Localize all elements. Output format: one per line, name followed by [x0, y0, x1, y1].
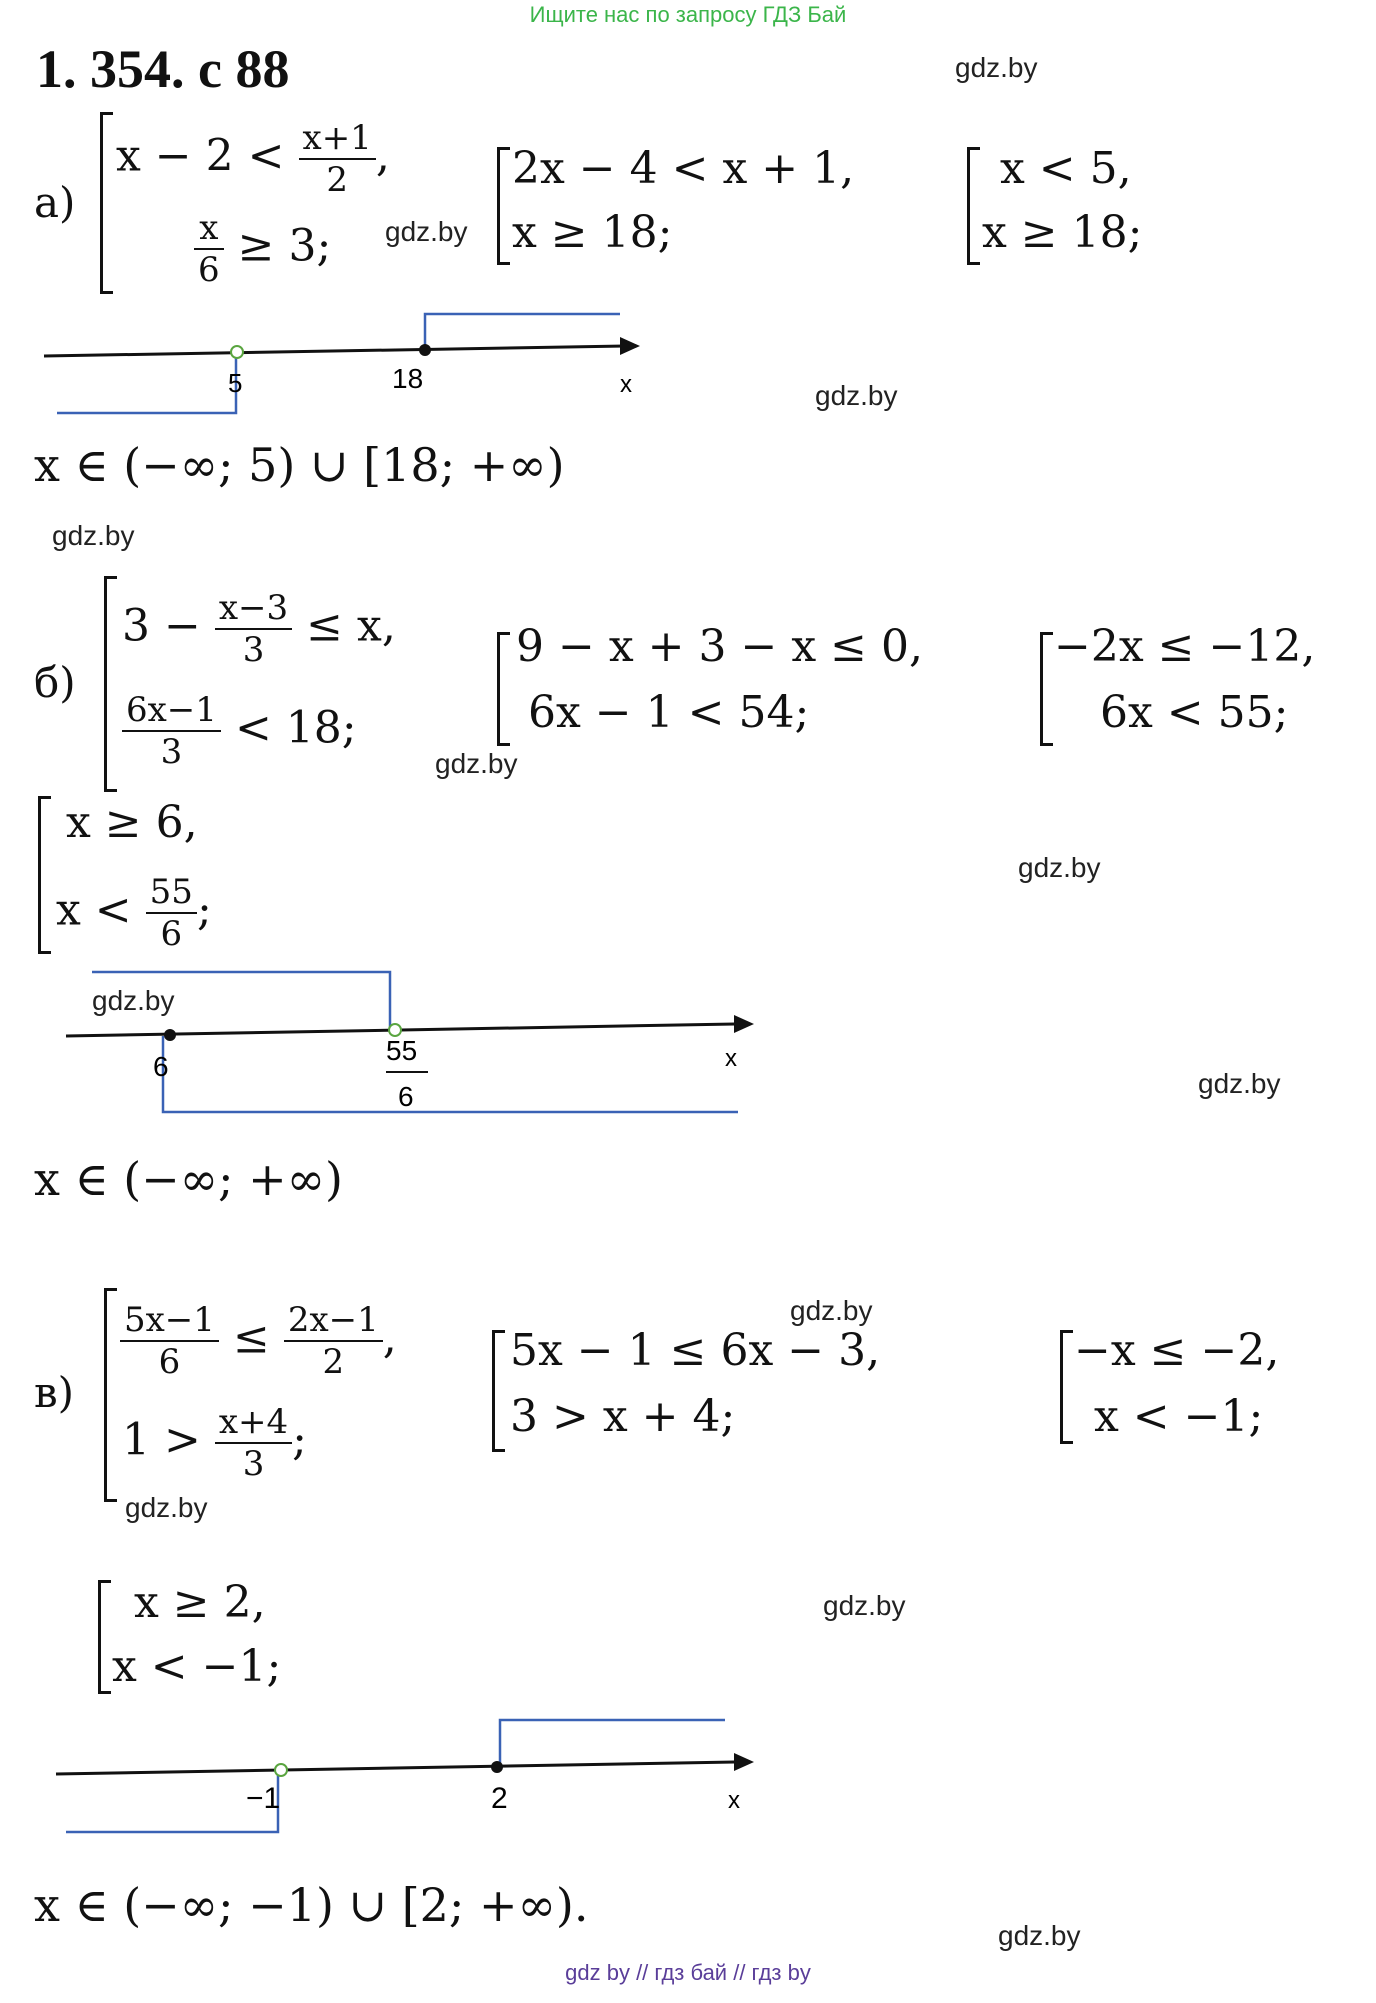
part-a-sys1-line2: $\frac{x}{6}$ ≥ 3; — [194, 208, 331, 290]
watermark: gdz.by — [823, 1590, 906, 1621]
part-v-answer: x ∈ (−∞; −1) ∪ [2; +∞). — [34, 1878, 589, 1932]
axis-line — [44, 346, 625, 356]
part-b-sys4-line2: x < $\frac{55}{6}$ ; — [56, 872, 212, 954]
part-a-sys2-line1: 2x − 4 < x + 1, — [512, 143, 855, 194]
part-v-label: в) — [34, 1368, 75, 1417]
axis-variable: x — [620, 371, 632, 398]
axis-variable: x — [725, 1045, 737, 1072]
set-bracket — [100, 112, 113, 294]
watermark: gdz.by — [955, 52, 1038, 83]
watermark: gdz.by — [385, 216, 468, 247]
part-b-number-line — [0, 960, 780, 1140]
hatch-lower — [163, 1036, 738, 1112]
open-point — [275, 1764, 287, 1776]
part-a-sys3-line2: x ≥ 18; — [982, 207, 1143, 258]
part-v-sys3-line1: −x ≤ −2, — [1074, 1325, 1280, 1376]
part-v-sys3-line2: x < −1; — [1094, 1391, 1264, 1442]
watermark: gdz.by — [998, 1920, 1081, 1951]
closed-point — [491, 1761, 503, 1773]
part-b-answer: x ∈ (−∞; +∞) — [34, 1152, 343, 1206]
footer-links: gdz by // гдз бай // гдз by — [565, 1960, 811, 1985]
tick-label: 6 — [398, 1081, 414, 1112]
tick-label: 5 — [228, 368, 243, 398]
part-v-sys1-line1: $\frac{5x-1}{6}$ ≤ $\frac{2x-1}{2}$ , — [120, 1300, 397, 1382]
axis-arrow — [734, 1753, 754, 1771]
part-v-sys4-line1: x ≥ 2, — [134, 1577, 266, 1628]
set-bracket — [497, 147, 510, 265]
set-bracket — [1060, 1330, 1073, 1444]
set-bracket — [497, 632, 510, 746]
part-b-sys1-line2: $\frac{6x-1}{3}$ < 18; — [122, 690, 357, 772]
set-bracket — [492, 1330, 505, 1452]
set-bracket — [967, 147, 980, 265]
axis-variable: x — [728, 1787, 740, 1814]
part-a-sys3-line1: x < 5, — [1000, 143, 1132, 194]
watermark: gdz.by — [815, 380, 898, 411]
part-b-sys4-line1: x ≥ 6, — [66, 797, 198, 848]
set-bracket — [98, 1580, 111, 1694]
part-b-sys2-line1: 9 − x + 3 − x ≤ 0, — [516, 621, 923, 672]
set-bracket — [1040, 632, 1053, 746]
part-b-sys1-line1: 3 − $\frac{x-3}{3}$ ≤ x, — [122, 588, 396, 670]
part-a-sys2-line2: x ≥ 18; — [512, 207, 673, 258]
closed-point — [164, 1029, 176, 1041]
exercise-title: 1. 354. с 88 — [36, 39, 290, 99]
part-a-sys1-line1: x − 2 < $\frac{x+1}{2}$ , — [116, 118, 390, 200]
part-b-sys3-line1: −2x ≤ −12, — [1054, 621, 1316, 672]
part-b-sys3-line2: 6x < 55; — [1100, 687, 1289, 738]
tick-label: −1 — [246, 1782, 281, 1815]
part-v-sys1-line2: 1 > $\frac{x+4}{3}$ ; — [122, 1402, 307, 1484]
axis-arrow — [734, 1015, 754, 1033]
hatch-upper — [92, 972, 390, 1030]
set-bracket — [104, 576, 117, 792]
axis-arrow — [620, 337, 640, 355]
part-b-sys2-line2: 6x − 1 < 54; — [528, 687, 810, 738]
open-point — [231, 346, 243, 358]
watermark: gdz.by — [790, 1295, 873, 1326]
set-bracket — [38, 796, 51, 954]
hatch-right — [500, 1720, 725, 1768]
tick-label: 2 — [491, 1782, 508, 1815]
part-v-sys4-line2: x < −1; — [112, 1641, 282, 1692]
part-v-number-line — [0, 1700, 780, 1850]
hatch-left — [57, 355, 236, 413]
watermark: gdz.by — [1198, 1068, 1281, 1099]
watermark: gdz.by — [1018, 852, 1101, 883]
part-v-sys2-line2: 3 > x + 4; — [510, 1391, 736, 1442]
watermark: gdz.by — [125, 1492, 208, 1523]
part-b-label: б) — [34, 658, 76, 707]
tick-label: 6 — [153, 1051, 169, 1082]
part-a-label: а) — [34, 178, 76, 227]
watermark: gdz.by — [435, 748, 518, 779]
axis-line — [56, 1762, 735, 1774]
closed-point — [419, 344, 431, 356]
part-v-sys2-line1: 5x − 1 ≤ 6x − 3, — [510, 1325, 881, 1376]
part-a-number-line — [0, 300, 700, 430]
watermark: gdz.by — [92, 985, 175, 1016]
tick-label: 18 — [392, 363, 424, 394]
watermark: gdz.by — [52, 520, 135, 551]
set-bracket — [104, 1288, 117, 1502]
tick-label: 55 — [386, 1035, 418, 1066]
part-a-answer: x ∈ (−∞; 5) ∪ [18; +∞) — [34, 438, 565, 492]
search-banner: Ищите нас по запросу ГДЗ Бай — [529, 2, 847, 27]
